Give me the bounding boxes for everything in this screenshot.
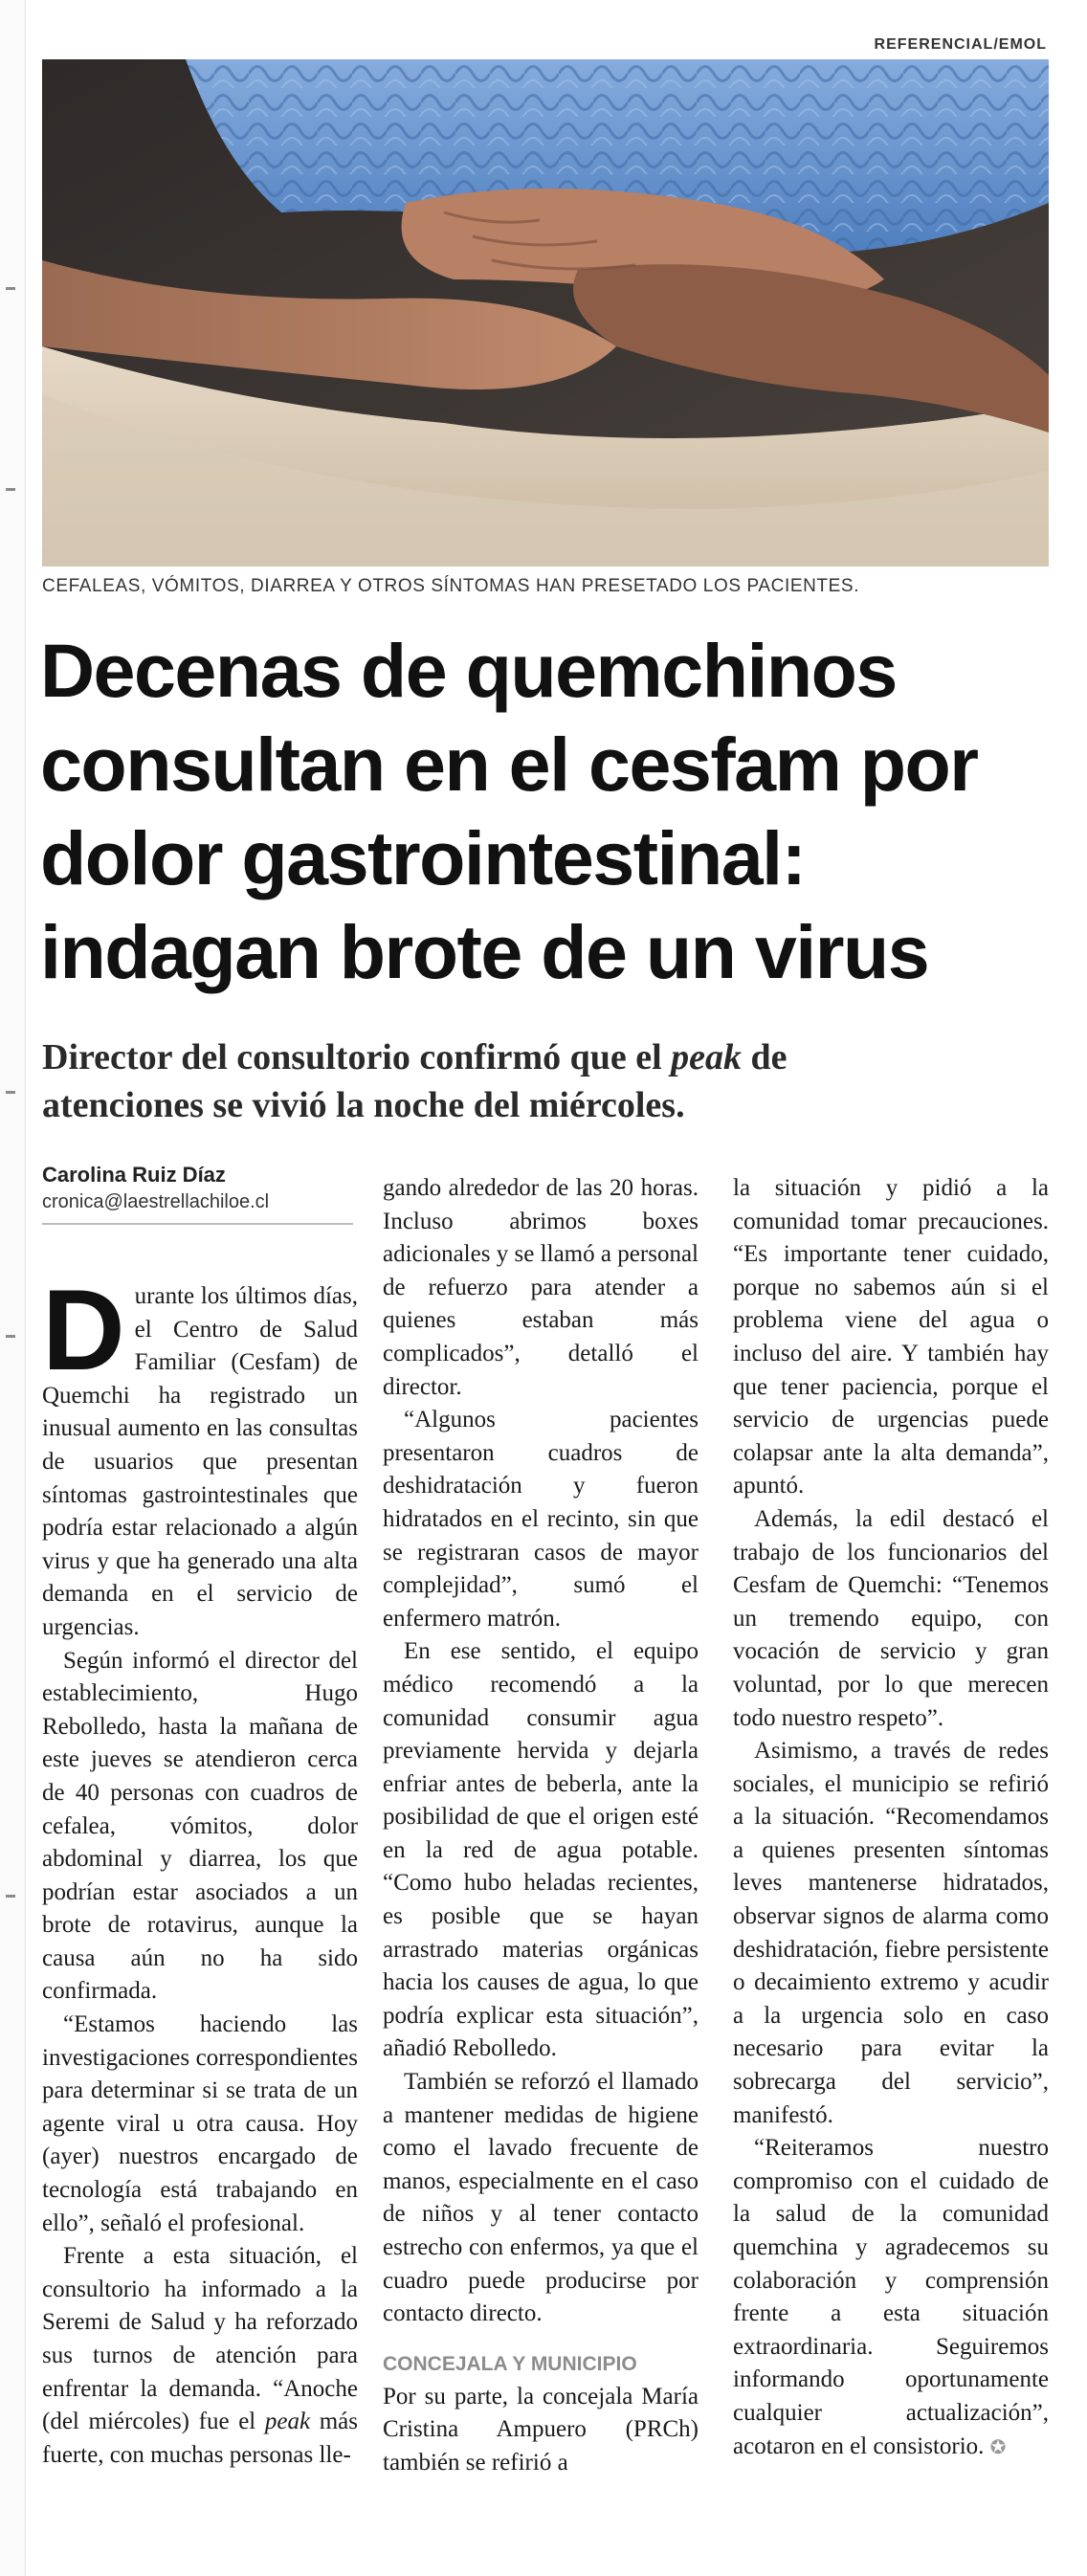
headline-line: indagan brote de un virus xyxy=(40,909,929,994)
headline-line: Decenas de quemchinos xyxy=(40,628,897,713)
margin-mark xyxy=(6,1091,15,1094)
margin-mark xyxy=(6,1335,15,1338)
adjacent-page-edge xyxy=(0,0,26,2576)
paragraph: Por su parte, la concejala María Cristina Ampuero (PRCh) también se refirió a xyxy=(383,2383,699,2476)
paragraph: “Estamos haciendo las investigaciones correspondientes para determinar si se trata de un agente viral u otra causa. Hoy (ayer) nuestros encargado de tecnología está trabajando en ello”, señaló el profesional. xyxy=(42,2011,358,2236)
article-photo xyxy=(42,59,1049,566)
margin-mark xyxy=(6,488,15,491)
section-subhead: CONCEJALA Y MUNICIPIO xyxy=(383,2352,637,2375)
paragraph: Según informó el director del establecimiento, Hugo Rebolledo, hasta la mañana de este jueves se atendieron cerca de 40 personas con cuadros de cefalea, vómitos, dolor abdominal y diarrea, los que podrían estar asociados a un brote de rotavirus, aunque la causa aún no ha sido confirmada. xyxy=(42,1647,358,2005)
paragraph-text: Frente a esta situación, el consultorio ha informado a la Seremi de Salud y ha reforzado sus turnos de atención para enfrentar la demanda. “Anoche (del miércoles) fue el xyxy=(42,2243,358,2435)
lead-line-2: atenciones se vivió la noche del miércoles. xyxy=(42,1085,685,1125)
lead-emphasis: peak xyxy=(671,1037,743,1077)
paragraph-text: urante los últimos días, el Centro de Salud Familiar (Cesfam) de Quemchi ha registrado un inusual aumento en las consultas de usuarios que presentan síntomas gastrointestinales que podría estar relacionado a algún virus y que ha generado una alta demanda en el servicio de urgencias. xyxy=(42,1283,358,1640)
margin-mark xyxy=(6,1895,15,1898)
paragraph: También se reforzó el llamado a mantener medidas de higiene como el lavado frecuente de manos, especialmente en el caso de niños y al tener contacto estrecho con enfermos, ya que el cuadro puede producirse por contacto directo. xyxy=(383,2069,699,2327)
photo-credit: REFERENCIAL/EMOL xyxy=(874,36,1047,53)
margin-mark xyxy=(6,287,15,290)
paragraph: “Algunos pacientes presentaron cuadros de deshidratación y fueron hidratados en el recinto, sin que se registraran casos de mayor complejidad”, sumó el enfermero matrón. xyxy=(383,1407,699,1632)
paragraph: Además, la edil destacó el trabajo de los funcionarios del Cesfam de Quemchi: “Tenemos un tremendo equipo, con vocación de servicio y gran voluntad, por lo que merecen todo nuestro respeto”. xyxy=(733,1505,1049,1731)
paragraph: la situación y pidió a la comunidad tomar precauciones. “Es importante tener cuidado, porque no sabemos aún si el problema viene del agua o incluso del aire. Y también hay que tener paciencia, porque el servicio de urgencias puede colapsar ante la alta demanda”, apuntó. xyxy=(733,1175,1049,1499)
paragraph: gando alrededor de las 20 horas. Incluso abrimos boxes adicionales y se llamó a personal de refuerzo para atender a quienes estaban más complicados”, detalló el director. xyxy=(383,1175,699,1400)
end-mark-icon: ✪ xyxy=(989,2436,1007,2458)
paragraph: Asimismo, a través de redes sociales, el municipio se refirió a la situación. “Recomendamos a quienes presenten síntomas leves mantenerse hidratados, observar signos de alarma como deshidratación, fiebre persistente o decaimiento extremo y acudir a la urgencia solo en caso necesario para evitar la sobrecarga del servicio”, manifestó. xyxy=(733,1738,1049,2128)
byline xyxy=(42,1163,353,1225)
paragraph-text: más fuerte, con muchas personas lle- xyxy=(42,2409,358,2468)
paragraph xyxy=(733,2132,1049,2464)
author-name: Carolina Ruiz Díaz xyxy=(42,1163,226,1187)
article-column-1 xyxy=(42,1266,358,2472)
lead-line-1 xyxy=(42,1033,1049,1081)
article-lead xyxy=(42,1033,1049,1129)
lead-text: de xyxy=(742,1037,788,1077)
lead-text: Director del consultorio confirmó que el xyxy=(42,1037,672,1077)
headline-line: dolor gastrointestinal: xyxy=(40,815,806,900)
paragraph xyxy=(42,1266,358,1645)
paragraph-text: “Reiteramos nuestro compromiso con el cuidado de la salud de la comunidad quemchina y agradecemos su colaboración y comprensión frente a esta situación extraordinaria. Seguiremos informando oportunamente cualquier actualización”, acotaron en el consistorio. xyxy=(733,2135,1049,2459)
photo-caption: CEFALEAS, VÓMITOS, DIARREA Y OTROS SÍNTOMAS HAN PRESETADO LOS PACIENTES. xyxy=(42,576,860,596)
article-headline xyxy=(40,624,1054,999)
paragraph: En ese sentido, el equipo médico recomendó a la comunidad consumir agua previamente hervida y dejarla enfriar antes de beberla, ante la posibilidad de que el origen esté en la red de agua potable. “Como hubo heladas recientes, es posible que se hayan arrastrado materias orgánicas hacia los causes de agua, lo que podría explicar esta situación”, añadió Rebolledo. xyxy=(383,1638,699,2062)
photo-hands-on-stomach-icon xyxy=(42,59,1049,566)
article-column-2 xyxy=(383,1172,699,2480)
paragraph xyxy=(42,2240,358,2472)
headline-line: consultan en el cesfam por xyxy=(40,722,978,807)
paragraph-emphasis: peak xyxy=(264,2409,311,2435)
article-column-3 xyxy=(733,1172,1049,2464)
drop-cap: D xyxy=(42,1266,125,1394)
author-email: cronica@laestrellachiloe.cl xyxy=(42,1191,270,1212)
